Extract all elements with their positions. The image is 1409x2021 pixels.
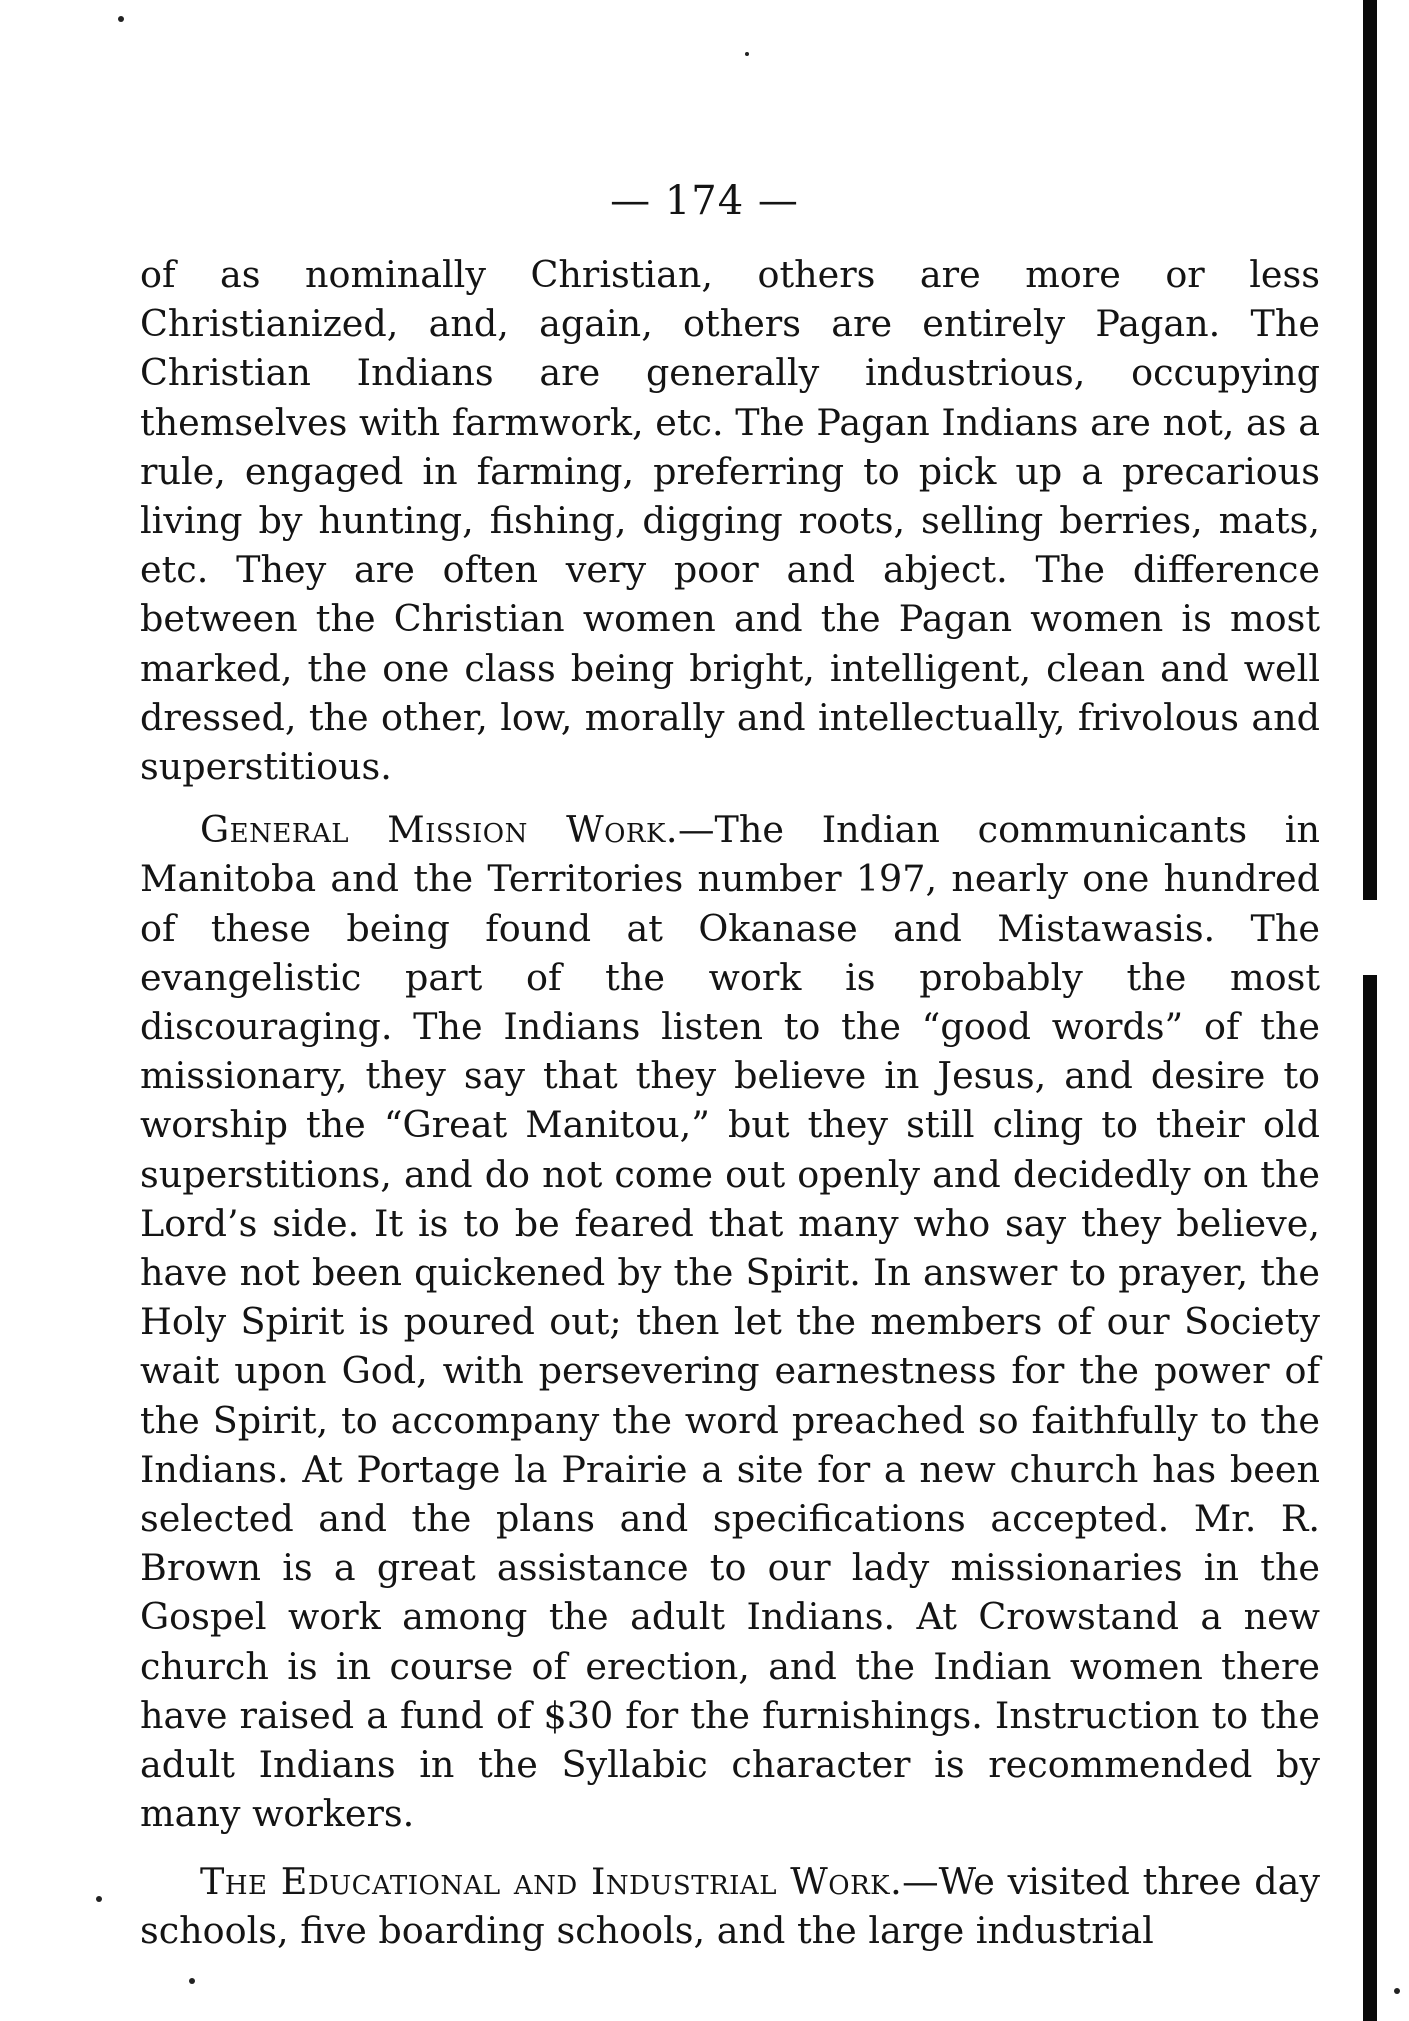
paragraph-intro: of as nominally Christian, others are more or less Christianized, and, again, others are entirely Pagan. The Christian Indians are generally industrious, occupying themselves with farmwork, etc. The Pagan Indians are not, as a rule, engaged in farming, preferring to pick up a precarious living by hunting, fishing, digging roots, selling berries, mats, etc. They are often very poor and abject. The difference between the Christian women and the Pagan women is most marked, the one class being bright, intelligent, clean and well dressed, the other, low, morally and intellectually, frivolous and superstitious. [140,253,1320,789]
scan-speck [118,16,124,22]
page-number: — 174 — [610,178,799,224]
section-heading-educational-industrial-work: The Educational and Industrial Work. [200,1859,903,1903]
section-body-general-mission-work: —The Indian communicants in Manitoba and the Territories number 197, nearly one hundred of these being found at Okanase and Mistawasis. The evangelistic part of the work is probably the most discouraging. The Indians listen to the “good words” of the missionary, they say that they believe in Jesus, and desire to worship the “Great Manitou,” but they still cling to their old superstitions, and do not come out openly and decidedly on the Lord’s side. It is to be feared that many who say they believe, have not been quickened by the Spirit. In answer to prayer, the Holy Spirit is poured out; then let the members of our Society wait upon God, with persevering earnestness for the power of the Spirit, to accompany the word preached so faithfully to the Indians. At Portage la Prairie a site for a new church has been selected and the plans and specifications accepted. Mr. R. Brown is a great assistance to our lady missionaries in the Gospel work among the adult Indians. At Crowstand a new church is in course of erection, and the Indian women there have raised a fund of $30 for the furnishings. Instruction to the adult Indians in the Syllabic character is recommended by many workers. [140,808,1320,1836]
paragraph-general-mission-work [140,805,1320,1838]
body-text [140,250,1320,1955]
scan-speck [745,52,749,56]
scan-speck [1394,1988,1400,1994]
paragraph-educational-industrial-work [140,1857,1320,1955]
section-heading-general-mission-work: General Mission Work. [200,808,679,852]
scan-margin-rule-bottom [1363,975,1377,2021]
section-body-educational-industrial-work: —We visited three day schools, five boarding schools, and the large industrial [140,1859,1320,1952]
scan-margin-rule-top [1363,0,1377,900]
scan-speck [189,1978,195,1984]
scan-speck [96,1896,102,1902]
